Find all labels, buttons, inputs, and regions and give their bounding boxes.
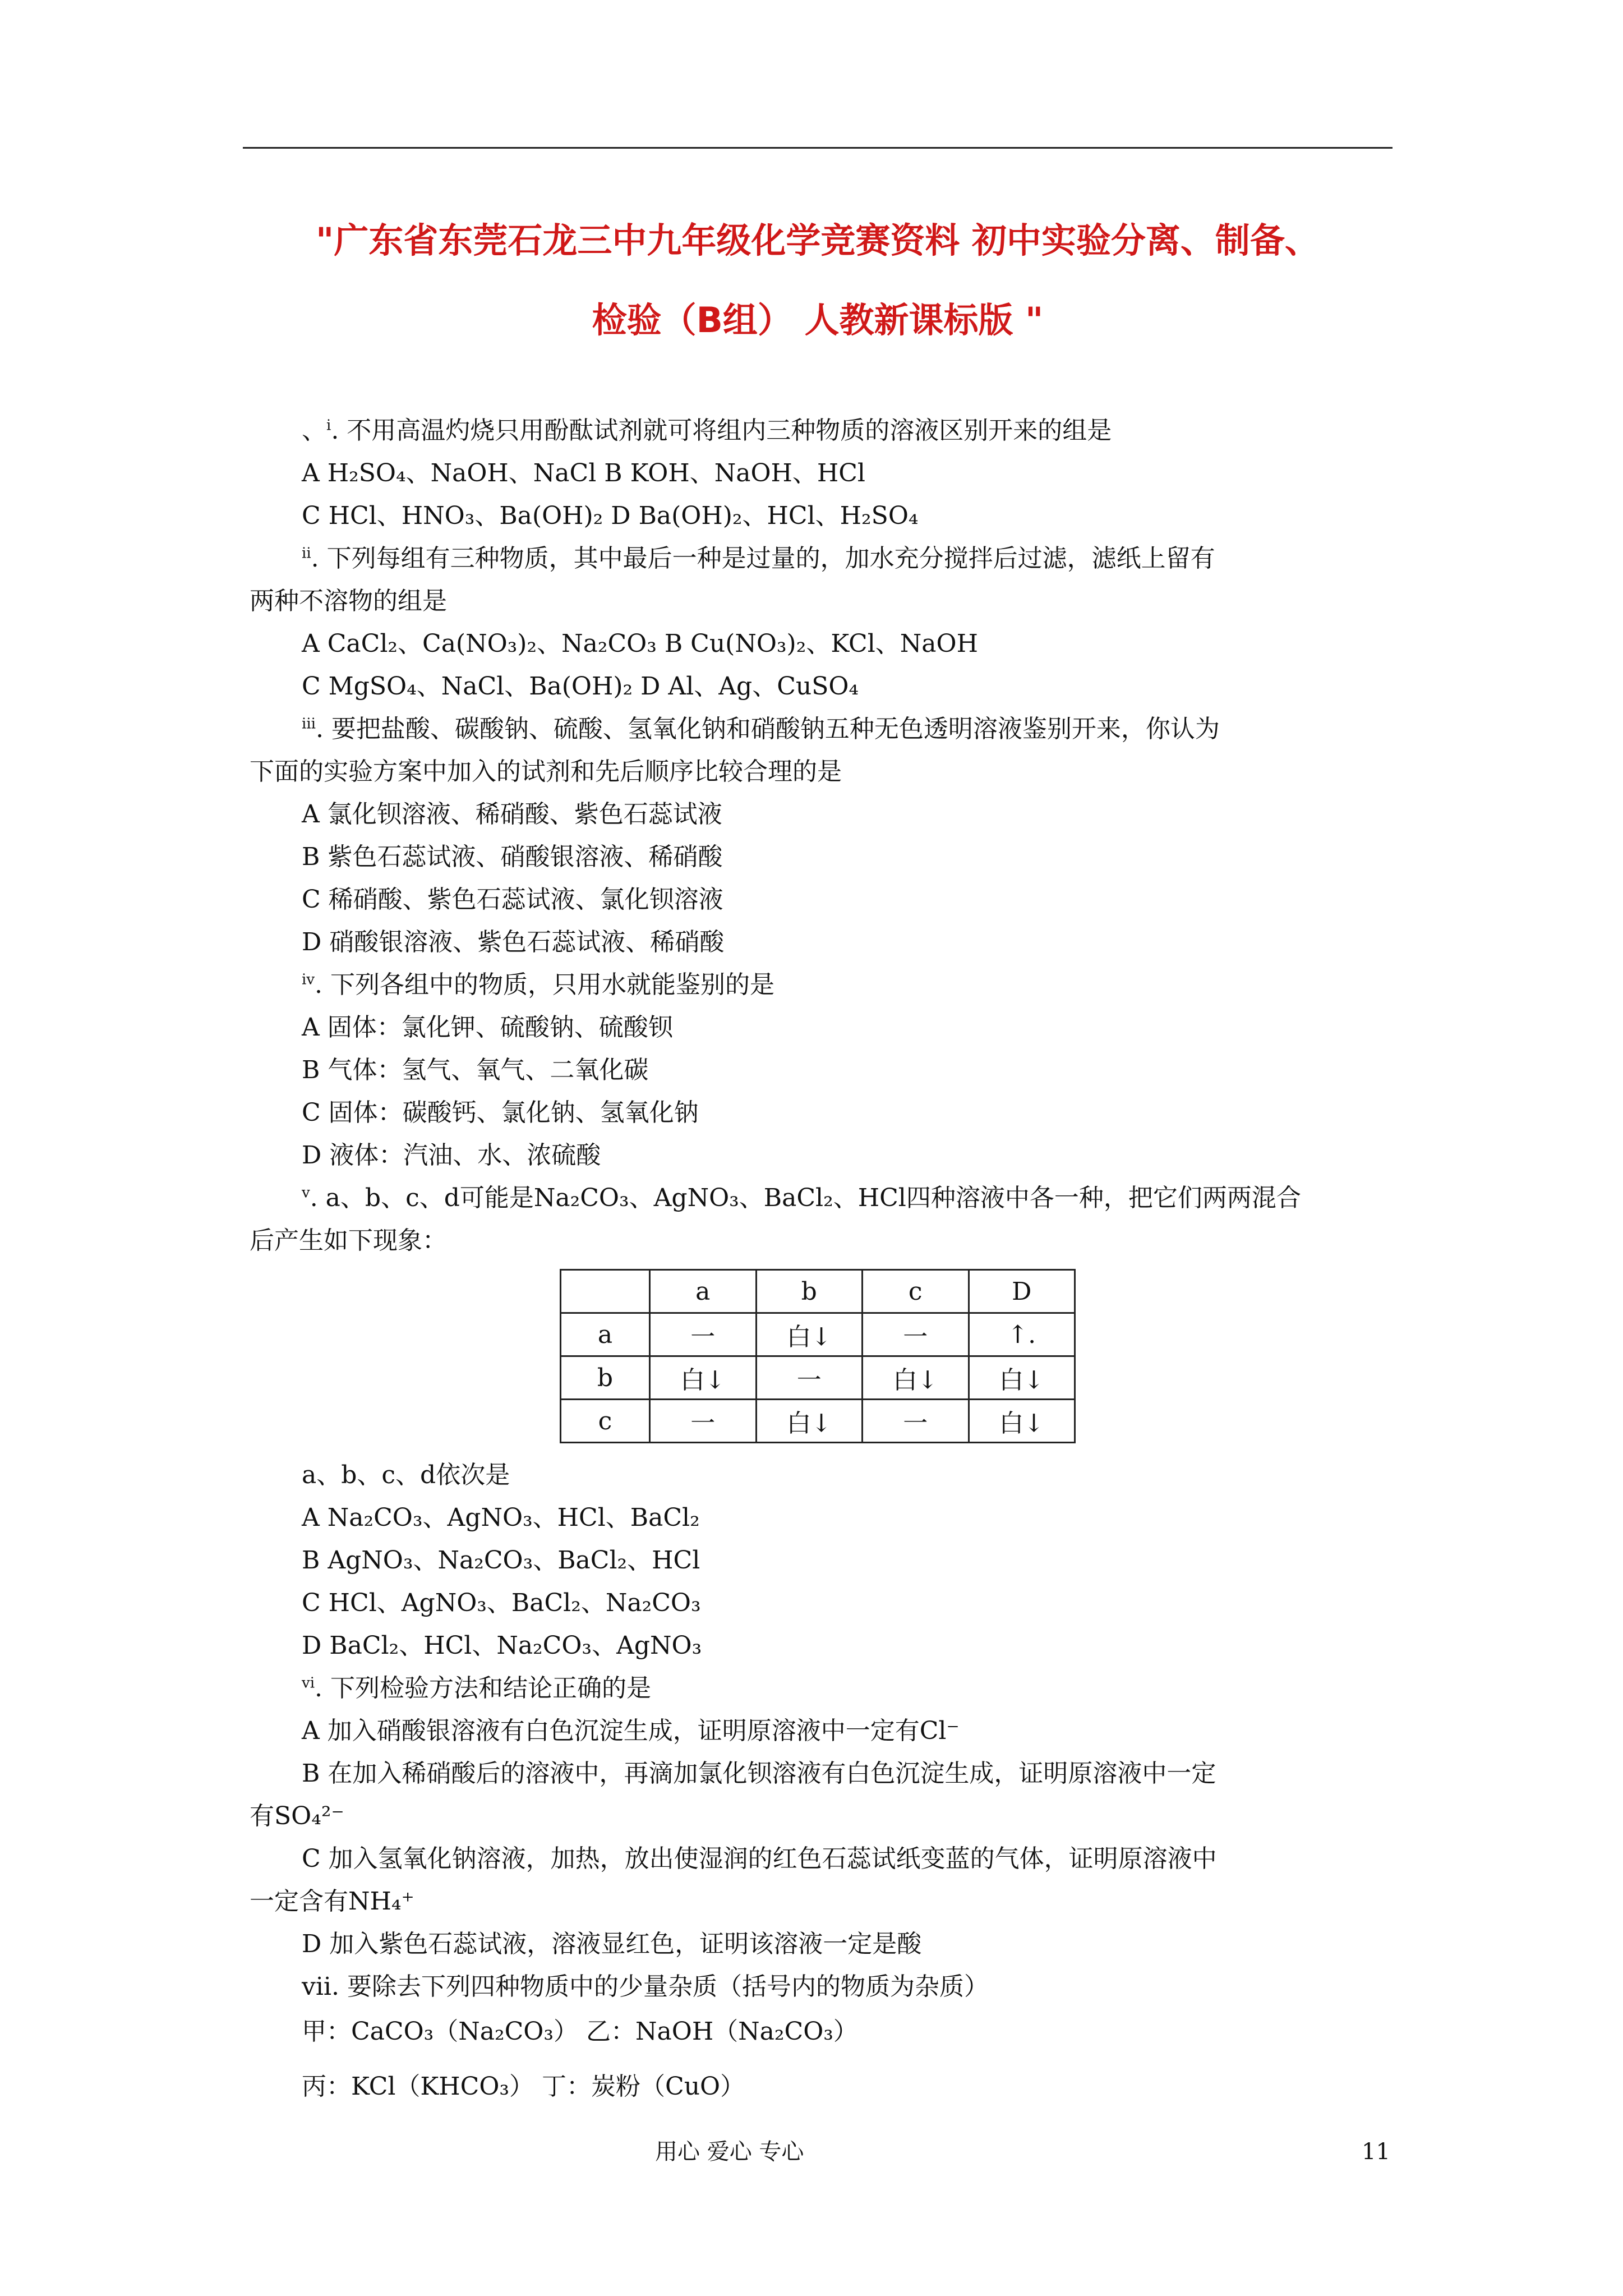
- table-cell: a: [650, 1270, 757, 1313]
- table-cell: b: [561, 1356, 650, 1400]
- table-row: [561, 1270, 1075, 1313]
- table-cell: 白↓: [969, 1400, 1075, 1443]
- table-cell: 白↓: [756, 1313, 863, 1356]
- question-3-option-a: A 氯化钡溶液、稀硝酸、紫色石蕊试液: [302, 800, 722, 829]
- question-5-prompt: a、b、c、d依次是: [302, 1461, 510, 1489]
- question-7-items-row1: 甲：CaCO₃（Na₂CO₃） 乙：NaOH（Na₂CO₃）: [302, 2017, 858, 2046]
- table-cell: 一: [863, 1313, 969, 1356]
- table-cell: c: [863, 1270, 969, 1313]
- table-cell: 一: [756, 1356, 863, 1400]
- question-4-option-d: D 液体：汽油、水、浓硫酸: [302, 1141, 601, 1170]
- question-5-stem-cont: 后产生如下现象：: [250, 1226, 447, 1255]
- question-2-options-ab: A CaCl₂、Ca(NO₃)₂、Na₂CO₃ B Cu(NO₃)₂、KCl、NaOH: [302, 629, 978, 658]
- question-7-stem: vii. 要除去下列四种物质中的少量杂质（括号内的物质为杂质）: [302, 1972, 989, 2001]
- question-3-option-d: D 硝酸银溶液、紫色石蕊试液、稀硝酸: [302, 928, 725, 956]
- question-6-option-c-cont: 一定含有NH₄⁺: [250, 1887, 414, 1916]
- table-cell: 白↓: [650, 1356, 757, 1400]
- table-cell: 一: [650, 1313, 757, 1356]
- question-4-stem: $^{iv}$. 下列各组中的物质，只用水就能鉴别的是: [302, 970, 774, 999]
- question-5-option-b: B AgNO₃、Na₂CO₃、BaCl₂、HCl: [302, 1546, 700, 1575]
- question-5-stem: $^v$. a、b、c、d可能是Na₂CO₃、AgNO₃、BaCl₂、HCl四种溶液中各一种，把它们两两混合: [302, 1184, 1301, 1212]
- question-4-option-a: A 固体：氯化钾、硫酸钠、硫酸钡: [302, 1013, 673, 1042]
- table-cell: a: [561, 1313, 650, 1356]
- table-cell: c: [561, 1400, 650, 1443]
- table-row: [561, 1400, 1075, 1443]
- table-row: [561, 1313, 1075, 1356]
- question-6-stem: $^{vi}$. 下列检验方法和结论正确的是: [302, 1674, 651, 1703]
- question-2-stem-cont: 两种不溶物的组是: [250, 587, 447, 615]
- question-4-option-b: B 气体：氢气、氧气、二氧化碳: [302, 1056, 649, 1084]
- table-row: [561, 1356, 1075, 1400]
- question-5-option-c: C HCl、AgNO₃、BaCl₂、Na₂CO₃: [302, 1589, 701, 1617]
- question-1-options-ab: A H₂SO₄、NaOH、NaCl B KOH、NaOH、HCl: [302, 459, 865, 487]
- question-6-option-b: B 在加入稀硝酸后的溶液中，再滴加氯化钡溶液有白色沉淀生成，证明原溶液中一定: [302, 1759, 1216, 1788]
- question-2-stem: $^{ii}$. 下列每组有三种物质，其中最后一种是过量的，加水充分搅拌后过滤，滤纸上留有: [302, 544, 1215, 573]
- table-cell: ↑.: [969, 1313, 1075, 1356]
- footer-motto: 用心 爱心 专心: [655, 2139, 804, 2165]
- question-6-option-b-cont: 有SO₄²⁻: [250, 1802, 344, 1830]
- table-cell: 一: [650, 1400, 757, 1443]
- document-title-line2: 检验（B组） 人教新课标版 ": [592, 300, 1044, 341]
- question-1-stem: 、$^i$. 不用高温灼烧只用酚酞试剂就可将组内三种物质的溶液区别开来的组是: [302, 416, 1112, 445]
- document-title-line1: "广东省东莞石龙三中九年级化学竞赛资料 初中实验分离、制备、: [316, 220, 1320, 261]
- table-cell: b: [756, 1270, 863, 1313]
- page-number: 11: [1362, 2139, 1390, 2165]
- table-cell: D: [969, 1270, 1075, 1313]
- question-6-option-a: A 加入硝酸银溶液有白色沉淀生成，证明原溶液中一定有Cl⁻: [302, 1717, 960, 1745]
- question-7-items-row2: 丙：KCl（KHCO₃） 丁：炭粉（CuO）: [302, 2072, 745, 2101]
- table-cell: 一: [863, 1400, 969, 1443]
- table-cell: 白↓: [969, 1356, 1075, 1400]
- question-5-option-a: A Na₂CO₃、AgNO₃、HCl、BaCl₂: [302, 1503, 700, 1532]
- header-rule: [243, 147, 1393, 149]
- question-3-stem: $^{iii}$. 要把盐酸、碳酸钠、硫酸、氢氧化钠和硝酸钠五种无色透明溶液鉴别开来，你认为: [302, 715, 1220, 743]
- question-3-option-b: B 紫色石蕊试液、硝酸银溶液、稀硝酸: [302, 843, 723, 871]
- question-2-options-cd: C MgSO₄、NaCl、Ba(OH)₂ D Al、Ag、CuSO₄: [302, 672, 859, 701]
- reaction-table: [560, 1269, 1076, 1443]
- question-4-option-c: C 固体：碳酸钙、氯化钠、氢氧化钠: [302, 1098, 699, 1127]
- question-3-option-c: C 稀硝酸、紫色石蕊试液、氯化钡溶液: [302, 885, 723, 914]
- table-cell: [561, 1270, 650, 1313]
- table-cell: 白↓: [863, 1356, 969, 1400]
- question-5-option-d: D BaCl₂、HCl、Na₂CO₃、AgNO₃: [302, 1631, 702, 1660]
- table-cell: 白↓: [756, 1400, 863, 1443]
- question-6-option-c: C 加入氢氧化钠溶液，加热，放出使湿润的红色石蕊试纸变蓝的气体，证明原溶液中: [302, 1844, 1217, 1873]
- question-1-options-cd: C HCl、HNO₃、Ba(OH)₂ D Ba(OH)₂、HCl、H₂SO₄: [302, 501, 919, 530]
- question-6-option-d: D 加入紫色石蕊试液，溶液显红色，证明该溶液一定是酸: [302, 1930, 922, 1958]
- question-3-stem-cont: 下面的实验方案中加入的试剂和先后顺序比较合理的是: [250, 757, 842, 786]
